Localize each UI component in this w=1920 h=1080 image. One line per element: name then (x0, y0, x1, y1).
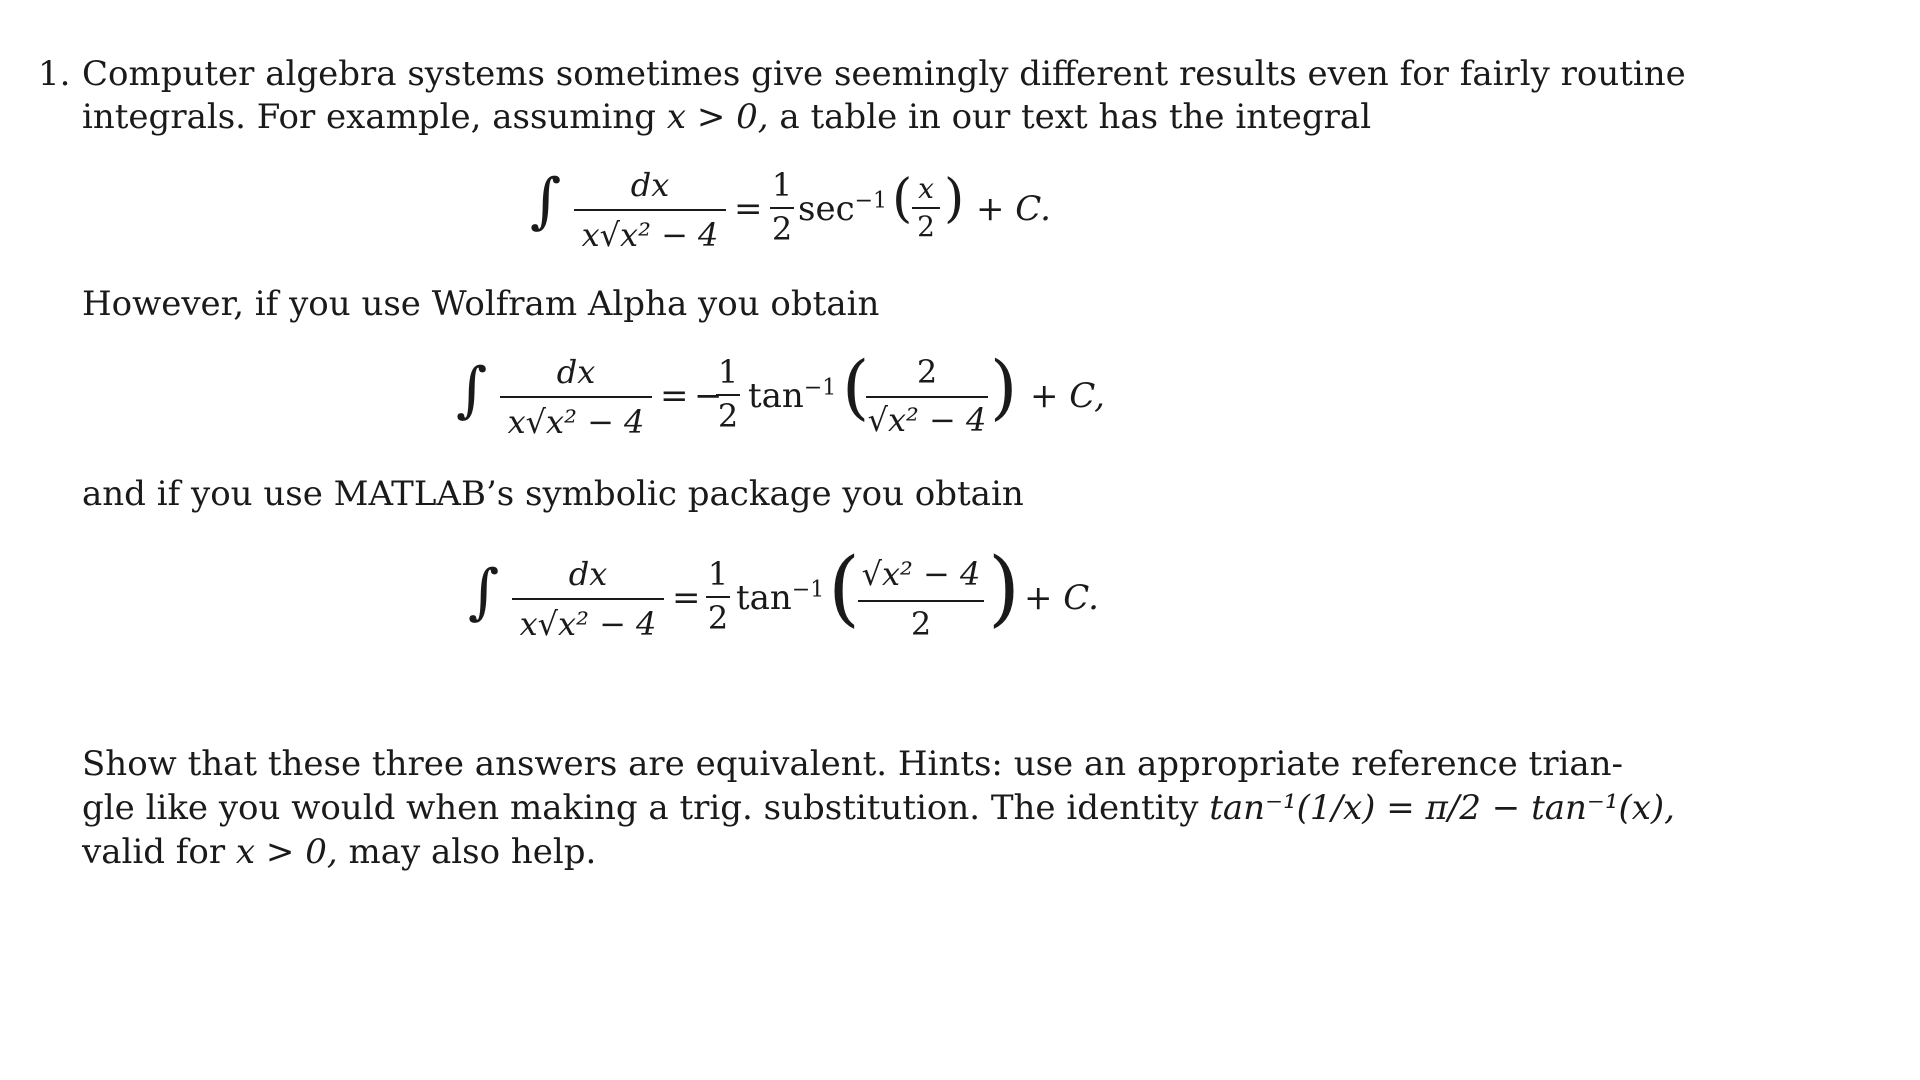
identity-formula: tan⁻¹(1/x) = π/2 − tan⁻¹(x), (1209, 788, 1675, 828)
argument-numerator: √x² − 4 (861, 555, 981, 593)
integrand-numerator: dx (630, 166, 670, 204)
integral-sign: ∫ (468, 557, 500, 627)
argument-denominator: 2 (910, 605, 932, 643)
hint-text-end: may also help. (348, 832, 597, 872)
equation-table (530, 165, 1050, 260)
argument-numerator: 2 (916, 353, 938, 391)
fraction-bar (512, 598, 664, 600)
integrand-fraction (574, 165, 726, 260)
left-paren: ( (828, 541, 860, 636)
fraction-bar (574, 209, 726, 211)
intro-text-a: integrals. For example, assuming (82, 97, 657, 137)
equals-sign: = (660, 376, 689, 416)
constant-term: + C, (1030, 376, 1105, 416)
coefficient-numerator: 1 (771, 166, 793, 204)
right-paren: ) (944, 169, 965, 229)
fraction-bar (500, 396, 652, 398)
hint-line-2 (82, 786, 1675, 830)
integrand-denominator: x√x² − 4 (507, 403, 645, 441)
coefficient-numerator: 1 (707, 555, 729, 593)
integral-sign: ∫ (530, 166, 562, 236)
fraction-bar (858, 600, 984, 602)
hint-condition: x > 0, (235, 832, 338, 872)
function-name: $\sec^{-1}$ (798, 188, 888, 229)
constant-term: + C. (976, 189, 1051, 229)
coefficient-fraction (706, 556, 730, 646)
minus-sign: − (694, 376, 723, 416)
coefficient-denominator: 2 (707, 599, 729, 637)
equals-sign: = (734, 189, 763, 229)
intro-condition: x > 0, (666, 97, 769, 137)
intro-line-1: Computer algebra systems sometimes give seemingly different results even for fairly routine (82, 54, 1686, 94)
hint-line-3 (82, 830, 596, 874)
coefficient-denominator: 2 (771, 210, 793, 248)
intro-line-2 (82, 95, 1371, 139)
integrand-numerator: dx (556, 353, 596, 391)
integrand-denominator: x√x² − 4 (519, 605, 657, 643)
argument-numerator: x (918, 172, 934, 205)
equation-matlab (468, 541, 1108, 655)
integrand-numerator: dx (568, 555, 608, 593)
intro-text-b: a table in our text has the integral (779, 97, 1372, 137)
hint-text-valid: valid for (82, 832, 226, 872)
integrand-denominator: x√x² − 4 (581, 216, 719, 254)
equals-sign: = (672, 578, 701, 618)
hint-line-1: Show that these three answers are equivalent. Hints: use an appropriate reference trian- (82, 744, 1623, 784)
coefficient-fraction (716, 354, 740, 444)
argument-fraction (912, 171, 940, 251)
coefficient-numerator: 1 (717, 353, 739, 391)
argument-denominator: √x² − 4 (867, 401, 987, 439)
wolfram-line: However, if you use Wolfram Alpha you obtain (82, 284, 880, 324)
fraction-bar (770, 207, 794, 209)
function-name: $\tan^{-1}$ (736, 577, 825, 618)
integrand-fraction (500, 352, 652, 447)
coefficient-fraction (770, 167, 794, 257)
left-paren: ( (892, 169, 913, 229)
right-paren: ) (988, 541, 1020, 636)
left-paren: ( (842, 346, 870, 428)
problem-number: 1. (38, 54, 71, 94)
fraction-bar (866, 396, 988, 398)
argument-fraction (866, 354, 988, 449)
hint-text-a: gle like you would when making a trig. substitution. The identity (82, 788, 1199, 828)
matlab-line: and if you use MATLAB’s symbolic package you obtain (82, 474, 1024, 514)
fraction-bar (706, 596, 730, 598)
fraction-bar (716, 394, 740, 396)
function-name: $\tan^{-1}$ (748, 375, 837, 416)
equation-wolfram (456, 346, 1116, 452)
coefficient-denominator: 2 (717, 397, 739, 435)
right-paren: ) (990, 346, 1018, 428)
argument-fraction (858, 556, 984, 651)
constant-term: + C. (1024, 578, 1099, 618)
argument-denominator: 2 (917, 210, 935, 243)
integrand-fraction (512, 554, 664, 649)
integral-sign: ∫ (456, 355, 488, 425)
